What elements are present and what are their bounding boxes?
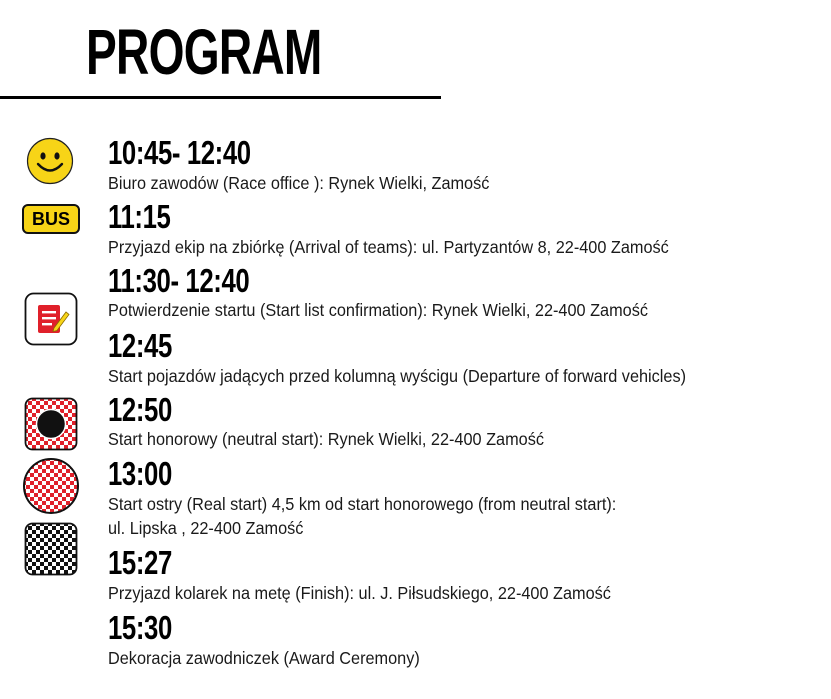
event-time: 12:45	[108, 327, 172, 364]
event-description: Start ostry (Real start) 4,5 km od start honorowego (from neutral start):	[108, 494, 617, 514]
event-time: 13:00	[108, 455, 172, 492]
event-time: 15:27	[108, 544, 172, 581]
event-description: Przyjazd kolarek na metę (Finish): ul. J. Piłsudskiego, 22-400 Zamość	[108, 583, 611, 603]
smiley-icon	[26, 137, 74, 185]
event-description: Start pojazdów jadących przed kolumną wyścigu (Departure of forward vehicles)	[108, 366, 687, 386]
real-start-flag-icon	[22, 457, 80, 515]
event-description-continued: ul. Lipska , 22-400 Zamość	[108, 518, 304, 538]
title-divider	[0, 96, 441, 99]
page-title: PROGRAM	[86, 16, 322, 88]
event-time: 15:30	[108, 609, 172, 646]
event-time: 10:45- 12:40	[108, 134, 251, 171]
event-description: Start honorowy (neutral start): Rynek Wielki, 22-400 Zamość	[108, 429, 544, 449]
event-description: Dekoracja zawodniczek (Award Ceremony)	[108, 648, 420, 668]
event-description: Potwierdzenie startu (Start list confirmation): Rynek Wielki, 22-400 Zamość	[108, 300, 648, 320]
checklist-icon	[24, 292, 78, 346]
bus-icon-label: BUS	[31, 208, 70, 229]
event-description: Przyjazd ekip na zbiórkę (Arrival of teams): ul. Partyzantów 8, 22-400 Zamość	[108, 237, 669, 257]
finish-flag-icon	[24, 522, 78, 576]
neutral-start-flag-icon	[24, 397, 78, 451]
event-time: 12:50	[108, 391, 172, 428]
event-time: 11:30- 12:40	[108, 262, 250, 299]
event-time: 11:15	[108, 198, 171, 235]
bus-icon	[22, 204, 80, 234]
event-description: Biuro zawodów (Race office ): Rynek Wielki, Zamość	[108, 173, 490, 193]
